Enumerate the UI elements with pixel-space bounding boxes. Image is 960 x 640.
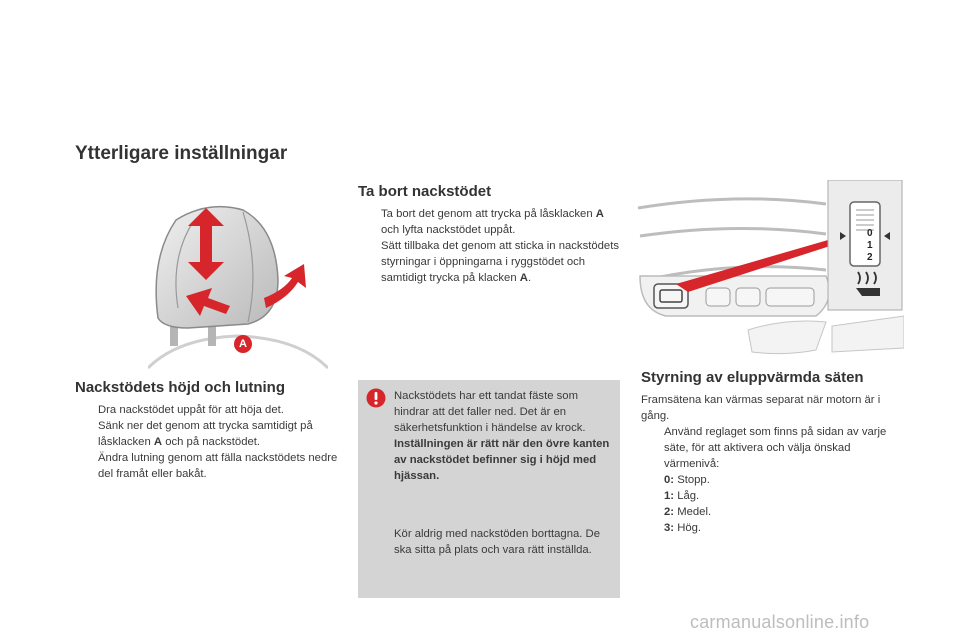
heat-level-row: 2: Medel. — [664, 506, 712, 518]
dial-mark-0: 0 — [867, 228, 873, 239]
remove-headrest-list — [358, 206, 623, 286]
warning-intro: Nackstödets har ett tandat fäste som hindrar att det faller ned. Det är en säkerhetsfunktion i händelse av krock. — [394, 390, 586, 434]
warning-text — [394, 388, 614, 558]
watermark: carmanualsonline.info — [690, 612, 870, 632]
heat-level-row: 1: Låg. — [664, 490, 700, 502]
heated-seats-intro: Framsätena kan värmas separat när motorn är i gång. — [641, 394, 881, 422]
list-item: Dra nackstödet uppåt för att höja det. — [98, 404, 284, 416]
page-title: Ytterligare inställningar — [75, 143, 288, 164]
warning-note: Kör aldrig med nackstöden borttagna. De ska sitta på plats och vara rätt inställda. — [394, 528, 600, 556]
heated-seats-heading: Styrning av eluppvärmda säten — [641, 369, 864, 386]
list-item: Använd reglaget som finns på sidan av varje säte, för att aktivera och välja önskad värmenivå: — [664, 426, 887, 470]
headrest-height-heading: Nackstödets höjd och lutning — [75, 379, 286, 396]
heat-levels — [641, 472, 903, 536]
list-item: Ändra lutning genom att fälla nackstödets nedre del framåt eller bakåt. — [98, 452, 338, 480]
heat-level-row: 3: Hög. — [664, 522, 702, 534]
warning-emphasis: Inställningen är rätt när den övre kanten av nackstödet befinner sig i höjd med hjässan. — [394, 438, 610, 482]
list-item: Sänk ner det genom att trycka samtidigt på låsklacken A och på nackstödet. — [98, 420, 313, 448]
list-item: Ta bort det genom att trycka på låsklacken A och lyfta nackstödet uppåt. — [381, 208, 604, 236]
dial-mark-2: 2 — [867, 252, 873, 263]
headrest-height-list — [75, 402, 340, 482]
heated-seats-list — [641, 424, 903, 472]
list-item: Sätt tillbaka det genom att sticka in nackstödets styrningar i öppningarna i ryggstödet och samtidigt trycka på klacken A. — [381, 240, 619, 284]
dial-mark-1: 1 — [867, 240, 873, 251]
remove-headrest-heading: Ta bort nackstödet — [358, 183, 492, 200]
lock-tab-label: A — [234, 335, 252, 353]
heated-seat-illustration — [636, 180, 904, 360]
exclamation-icon — [366, 388, 386, 408]
heat-level-row: 0: Stopp. — [664, 474, 710, 486]
